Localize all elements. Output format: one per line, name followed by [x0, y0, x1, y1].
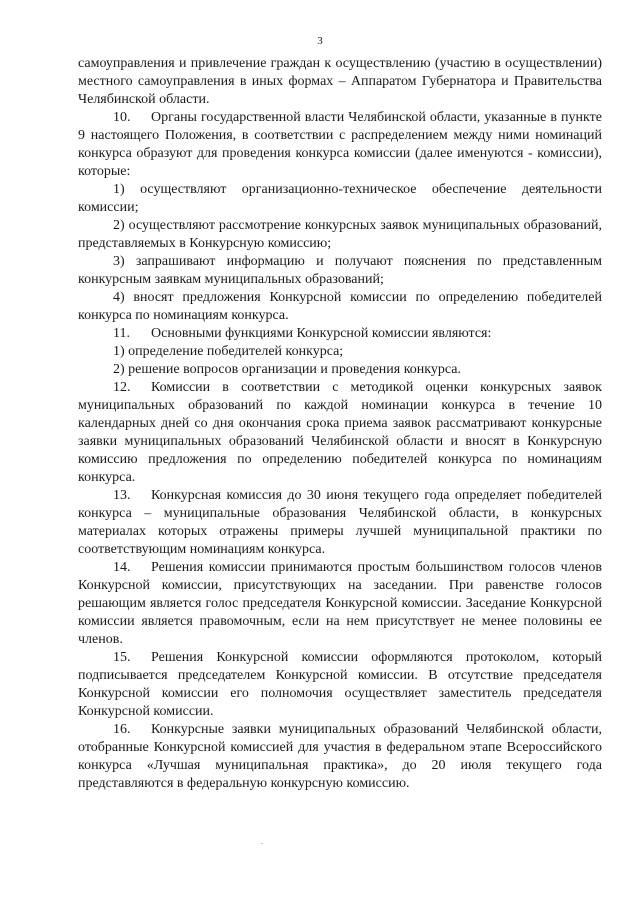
list-item-1: 1) осуществляют организационно-техническое обеспечение деятельности комиссии;: [78, 182, 602, 215]
list-item-4: 4) вносят предложения Конкурсной комиссии по определению победителей конкурса по номинациям конкурса.: [78, 290, 602, 323]
paragraph-number: 15.: [113, 650, 131, 665]
paragraph-number: 11.: [113, 326, 130, 341]
paragraph-13: 13. Конкурсная комиссия до 30 июня текущего года определяет победителей конкурса – муниципальные образования Челябинской области, в конкурсных материалах которых отражены примеры лучшей муниципальной практики по соответствующим номинациям конкурса.: [78, 488, 602, 557]
list-item-1: 1) определение победителей конкурса;: [113, 344, 344, 359]
paragraph-number: 12.: [113, 380, 131, 395]
paragraph-11: 11. Основными функциями Конкурсной комиссии являются:: [113, 326, 492, 341]
paragraph-16: 16. Конкурсные заявки муниципальных образований Челябинской области, отобранные Конкурсной комиссией для участия в федеральном этапе Всероссийского конкурса «Лучшая муниципальная практика», до 20 июля текущего года представляются в федеральную конкурсную комиссию.: [78, 722, 602, 791]
list-item-3: 3) запрашивают информацию и получают пояснения по представленным конкурсным заявкам муниципальных образований;: [78, 254, 602, 287]
paragraph-10: 10. Органы государственной власти Челябинской области, указанные в пункте 9 настоящего Положения, в соответствии с распределением между ними номинаций конкурса образуют для проведения конкурса комиссии (далее именуются - комиссии), которые:: [78, 110, 602, 179]
page-number: 3: [317, 35, 323, 47]
paragraph-number: 14.: [113, 560, 131, 575]
scan-speck: [261, 843, 263, 844]
list-item-2: 2) осуществляют рассмотрение конкурсных заявок муниципальных образований, представляемых в Конкурсную комиссию;: [78, 218, 602, 251]
list-item-2: 2) решение вопросов организации и проведения конкурса.: [113, 362, 461, 377]
document-body: [78, 55, 602, 793]
paragraph-12: 12. Комиссии в соответствии с методикой оценки конкурсных заявок муниципальных образований по каждой номинации конкурса в течение 10 календарных дней со дня окончания срока приема заявок рассматривают конкурсные заявки муниципальных образований Челябинской области и вносят в Конкурсную комиссию предложения по определению победителей конкурса по номинациям конкурса.: [78, 380, 602, 485]
paragraph-number: 10.: [113, 110, 131, 125]
paragraph-continuation: самоуправления и привлечение граждан к осуществлению (участию в осуществлении) местного самоуправления в иных формах – Аппаратом Губернатора и Правительства Челябинской области.: [78, 56, 602, 107]
paragraph-14: 14. Решения комиссии принимаются простым большинством голосов членов Конкурсной комиссии, присутствующих на заседании. При равенстве голосов решающим является голос председателя Конкурсной комиссии. Заседание Конкурсной комиссии является правомочным, если на нем присутствует не менее половины ее членов.: [78, 560, 602, 647]
paragraph-15: 15. Решения Конкурсной комиссии оформляются протоколом, который подписывается председателем Конкурсной комиссии. В отсутствие председателя Конкурсной комиссии его полномочия осуществляет заместитель председателя Конкурсной комиссии.: [78, 650, 602, 719]
paragraph-number: 13.: [113, 488, 131, 503]
paragraph-number: 16.: [113, 722, 131, 737]
